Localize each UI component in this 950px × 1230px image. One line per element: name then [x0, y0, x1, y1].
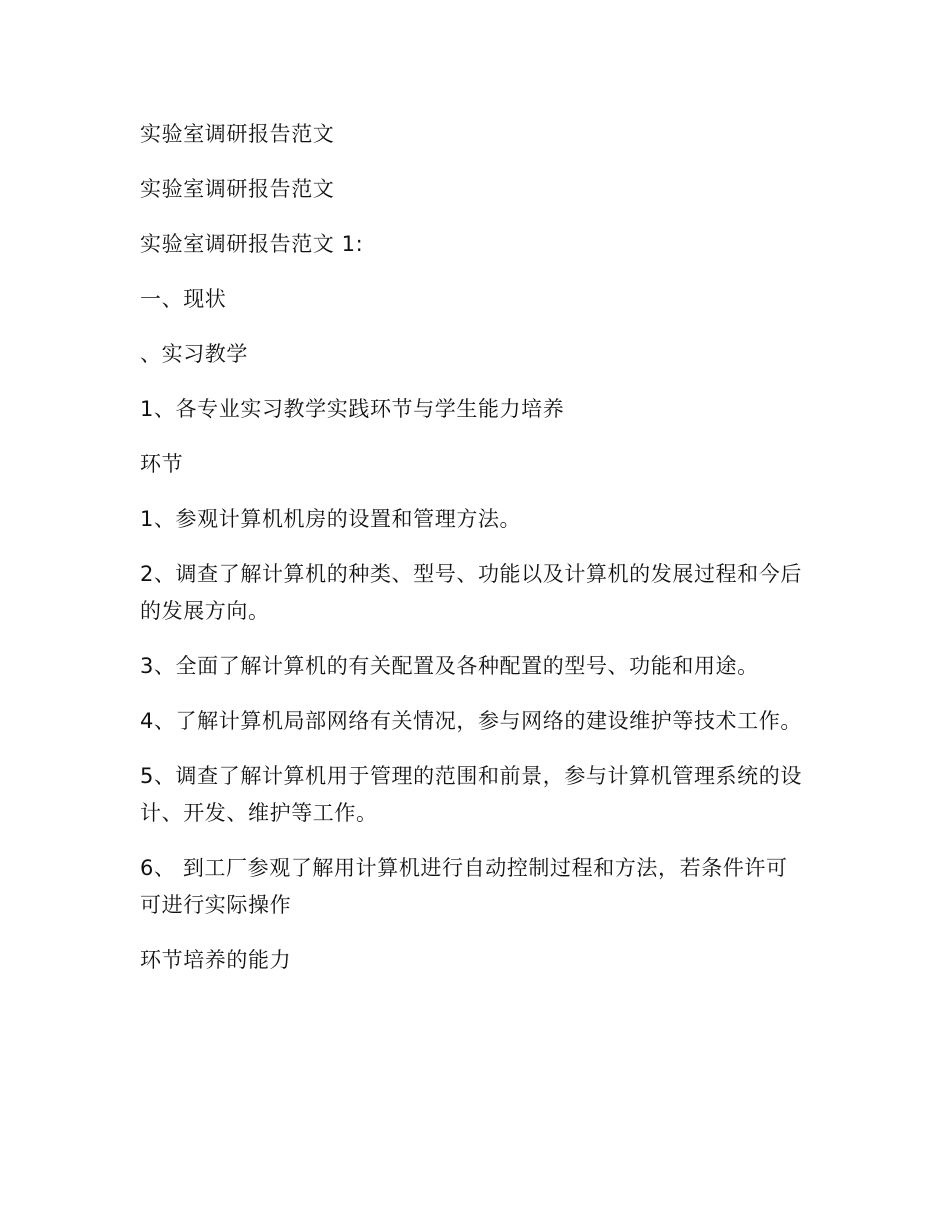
- document-body: [140, 116, 805, 997]
- heading-practice-teaching: 、实习教学: [140, 342, 248, 366]
- document-title: 实验室调研报告范文: [140, 122, 335, 146]
- document-subtitle: 实验室调研报告范文: [140, 177, 335, 201]
- heading-abilities: 环节培养的能力: [140, 948, 292, 972]
- paragraph-item: 4、了解计算机局部网络有关情况，参与网络的建设维护等技术工作。: [140, 709, 802, 733]
- paragraph-item: 5、调查了解计算机用于管理的范围和前景，参与计算机管理系统的设计、开发、维护等工作。: [140, 764, 802, 825]
- heading-status: 一、现状: [140, 287, 227, 311]
- paragraph-item: 1、各专业实习教学实践环节与学生能力培养: [140, 397, 565, 421]
- paragraph-item: 3、全面了解计算机的有关配置及各种配置的型号、功能和用途。: [140, 654, 759, 678]
- section-heading: 实验室调研报告范文 1:: [140, 232, 364, 256]
- paragraph-item: 1、参观计算机机房的设置和管理方法。: [140, 507, 522, 531]
- paragraph-item: 2、调查了解计算机的种类、型号、功能以及计算机的发展过程和今后的发展方向。: [140, 562, 802, 623]
- heading-stage: 环节: [140, 452, 184, 476]
- paragraph-item: 6、 到工厂参观了解用计算机进行自动控制过程和方法，若条件许可可进行实际操作: [140, 856, 788, 917]
